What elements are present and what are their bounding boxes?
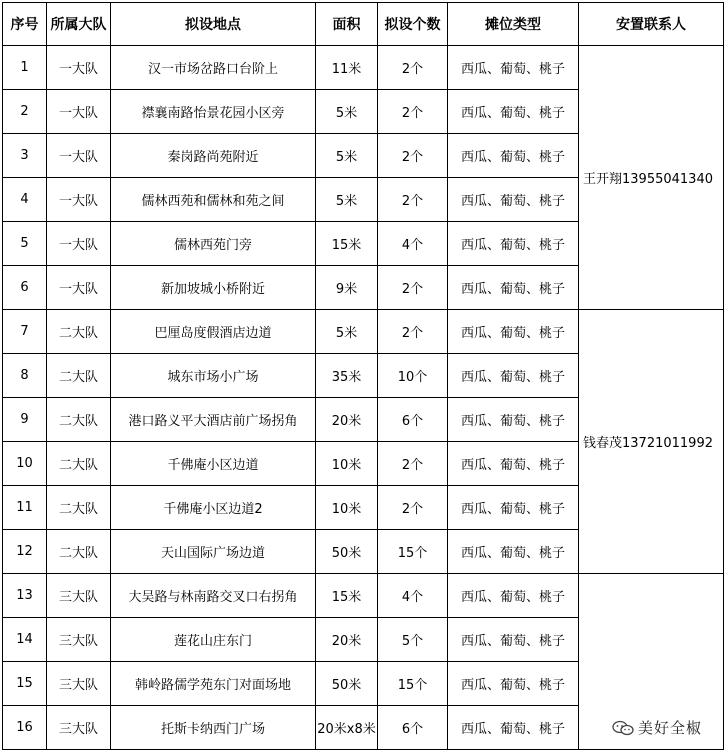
cell-brigade: 三大队 [47, 574, 111, 618]
cell-count: 15个 [378, 662, 448, 706]
cell-area: 11米 [316, 46, 378, 90]
wechat-icon [612, 720, 634, 736]
cell-contact: 钱春茂13721011992 [579, 310, 724, 574]
table-row [3, 46, 724, 90]
cell-type: 西瓜、葡萄、桃子 [448, 574, 579, 618]
cell-brigade: 二大队 [47, 486, 111, 530]
cell-location: 大吴路与林南路交叉口右拐角 [111, 574, 316, 618]
table-row [3, 574, 724, 618]
table-body [3, 46, 724, 750]
header-contact: 安置联系人 [579, 3, 724, 46]
cell-area: 20米 [316, 618, 378, 662]
cell-seq: 13 [3, 574, 47, 618]
cell-area: 50米 [316, 530, 378, 574]
cell-location: 韩岭路儒学苑东门对面场地 [111, 662, 316, 706]
cell-type: 西瓜、葡萄、桃子 [448, 134, 579, 178]
cell-count: 10个 [378, 354, 448, 398]
cell-brigade: 三大队 [47, 706, 111, 750]
cell-count: 2个 [378, 442, 448, 486]
cell-location: 托斯卡纳西门广场 [111, 706, 316, 750]
cell-area: 15米 [316, 574, 378, 618]
cell-type: 西瓜、葡萄、桃子 [448, 530, 579, 574]
cell-seq: 1 [3, 46, 47, 90]
cell-seq: 6 [3, 266, 47, 310]
cell-location: 汉一市场岔路口台阶上 [111, 46, 316, 90]
cell-area: 5米 [316, 134, 378, 178]
cell-area: 5米 [316, 310, 378, 354]
cell-location: 新加坡城小桥附近 [111, 266, 316, 310]
cell-area: 9米 [316, 266, 378, 310]
cell-seq: 8 [3, 354, 47, 398]
cell-count: 5个 [378, 618, 448, 662]
cell-area: 20米 [316, 398, 378, 442]
cell-type: 西瓜、葡萄、桃子 [448, 310, 579, 354]
cell-count: 6个 [378, 706, 448, 750]
header-location: 拟设地点 [111, 3, 316, 46]
cell-type: 西瓜、葡萄、桃子 [448, 706, 579, 750]
cell-seq: 14 [3, 618, 47, 662]
cell-count: 2个 [378, 90, 448, 134]
cell-count: 2个 [378, 178, 448, 222]
cell-location: 儒林西苑门旁 [111, 222, 316, 266]
stall-table [2, 2, 724, 750]
cell-location: 千佛庵小区边道2 [111, 486, 316, 530]
cell-area: 20米x8米 [316, 706, 378, 750]
cell-area: 15米 [316, 222, 378, 266]
cell-seq: 11 [3, 486, 47, 530]
cell-count: 2个 [378, 486, 448, 530]
cell-brigade: 一大队 [47, 46, 111, 90]
cell-type: 西瓜、葡萄、桃子 [448, 178, 579, 222]
cell-seq: 16 [3, 706, 47, 750]
cell-type: 西瓜、葡萄、桃子 [448, 90, 579, 134]
cell-contact: 王开翔13955041340 [579, 46, 724, 310]
cell-brigade: 一大队 [47, 178, 111, 222]
cell-type: 西瓜、葡萄、桃子 [448, 486, 579, 530]
cell-count: 2个 [378, 134, 448, 178]
cell-seq: 3 [3, 134, 47, 178]
cell-area: 10米 [316, 486, 378, 530]
header-type: 摊位类型 [448, 3, 579, 46]
cell-count: 4个 [378, 574, 448, 618]
cell-location: 秦岗路尚苑附近 [111, 134, 316, 178]
cell-count: 6个 [378, 398, 448, 442]
cell-type: 西瓜、葡萄、桃子 [448, 222, 579, 266]
cell-location: 港口路义平大酒店前广场拐角 [111, 398, 316, 442]
cell-count: 4个 [378, 222, 448, 266]
cell-type: 西瓜、葡萄、桃子 [448, 354, 579, 398]
cell-type: 西瓜、葡萄、桃子 [448, 662, 579, 706]
cell-brigade: 二大队 [47, 530, 111, 574]
cell-brigade: 二大队 [47, 398, 111, 442]
cell-count: 2个 [378, 310, 448, 354]
cell-location: 莲花山庄东门 [111, 618, 316, 662]
cell-area: 35米 [316, 354, 378, 398]
header-brigade: 所属大队 [47, 3, 111, 46]
watermark-text: 美好全椒 [637, 719, 702, 737]
header-row [3, 3, 724, 46]
cell-seq: 7 [3, 310, 47, 354]
cell-type: 西瓜、葡萄、桃子 [448, 618, 579, 662]
cell-location: 巴厘岛度假酒店边道 [111, 310, 316, 354]
cell-seq: 15 [3, 662, 47, 706]
cell-location: 天山国际广场边道 [111, 530, 316, 574]
cell-brigade: 二大队 [47, 310, 111, 354]
cell-brigade: 一大队 [47, 134, 111, 178]
cell-seq: 4 [3, 178, 47, 222]
cell-type: 西瓜、葡萄、桃子 [448, 442, 579, 486]
cell-brigade: 一大队 [47, 222, 111, 266]
cell-location: 襟襄南路怡景花园小区旁 [111, 90, 316, 134]
cell-seq: 2 [3, 90, 47, 134]
cell-seq: 12 [3, 530, 47, 574]
table-row [3, 310, 724, 354]
watermark [608, 715, 706, 740]
cell-brigade: 二大队 [47, 442, 111, 486]
cell-count: 2个 [378, 266, 448, 310]
cell-brigade: 一大队 [47, 90, 111, 134]
cell-seq: 5 [3, 222, 47, 266]
cell-count: 2个 [378, 46, 448, 90]
cell-area: 5米 [316, 90, 378, 134]
cell-brigade: 一大队 [47, 266, 111, 310]
cell-area: 5米 [316, 178, 378, 222]
header-count: 拟设个数 [378, 3, 448, 46]
cell-type: 西瓜、葡萄、桃子 [448, 398, 579, 442]
cell-seq: 10 [3, 442, 47, 486]
cell-location: 城东市场小广场 [111, 354, 316, 398]
cell-brigade: 三大队 [47, 662, 111, 706]
header-seq: 序号 [3, 3, 47, 46]
cell-location: 儒林西苑和儒林和苑之间 [111, 178, 316, 222]
cell-type: 西瓜、葡萄、桃子 [448, 46, 579, 90]
cell-brigade: 二大队 [47, 354, 111, 398]
header-area: 面积 [316, 3, 378, 46]
cell-area: 10米 [316, 442, 378, 486]
cell-brigade: 三大队 [47, 618, 111, 662]
cell-area: 50米 [316, 662, 378, 706]
cell-seq: 9 [3, 398, 47, 442]
cell-type: 西瓜、葡萄、桃子 [448, 266, 579, 310]
cell-count: 15个 [378, 530, 448, 574]
cell-location: 千佛庵小区边道 [111, 442, 316, 486]
